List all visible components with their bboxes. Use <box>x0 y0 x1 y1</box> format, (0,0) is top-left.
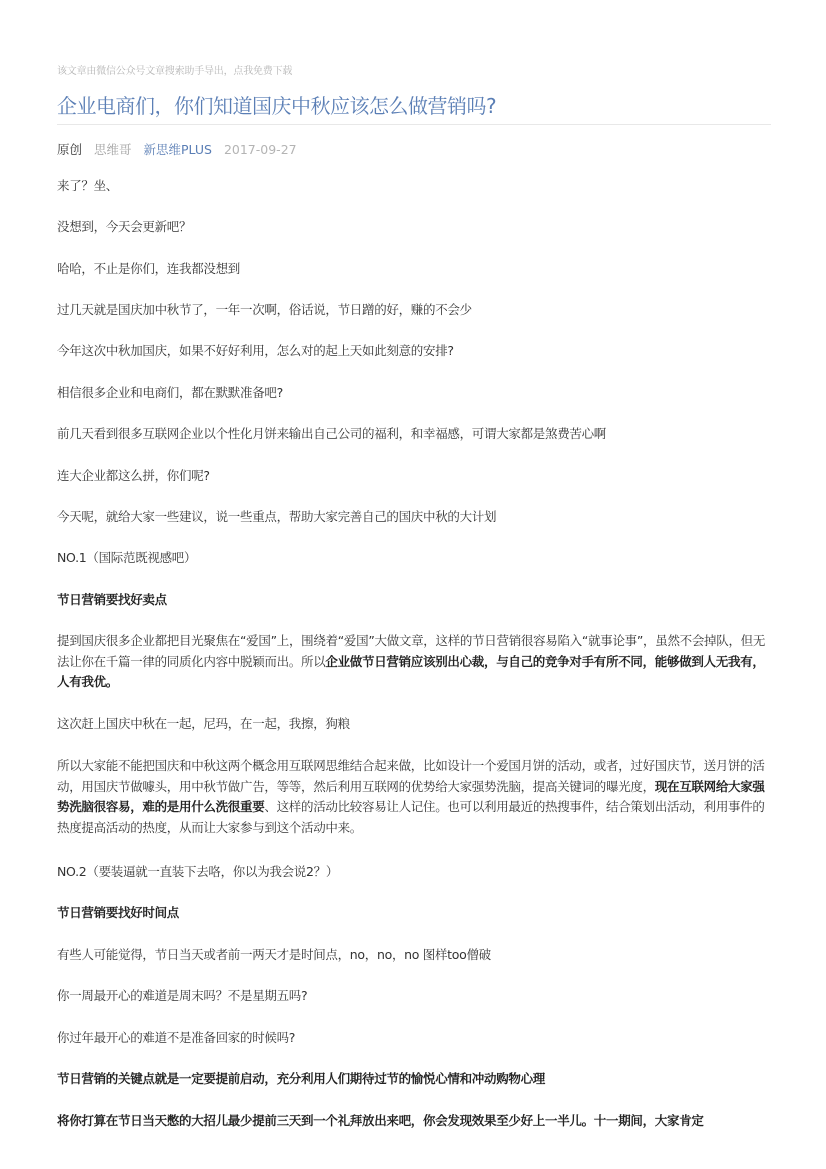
paragraph-emphasis: 现在互联网给大家强势洗脑很容易，难的是用什么洗很重要 <box>57 778 765 814</box>
paragraph: 有些人可能觉得，节日当天或者前一两天才是时间点，no，no，no 图样too僧破 <box>57 947 491 962</box>
paragraph: 哈哈，不止是你们，连我都没想到 <box>57 261 241 276</box>
paragraph: 过几天就是国庆加中秋节了，一年一次啊，俗话说，节日蹭的好，赚的不会少 <box>57 302 472 317</box>
paragraph: 连大企业都这么拼，你们呢? <box>57 468 210 483</box>
section-number: NO.1（国际范既视感吧） <box>57 550 197 565</box>
paragraph: 这次赶上国庆中秋在一起，尼玛，在一起，我擦，狗粮 <box>57 716 350 731</box>
author-name: 思维哥 <box>94 142 132 157</box>
paragraph-emphasis: 将你打算在节日当天憋的大招儿最少提前三天到一个礼拜放出来吧，你会发现效果至少好上一半儿。十一期间，大家肯定 <box>57 1113 704 1128</box>
paragraph <box>57 631 771 693</box>
title-divider <box>57 124 771 125</box>
account-link[interactable]: 新思维PLUS <box>143 142 212 157</box>
article-title: 企业电商们，你们知道国庆中秋应该怎么做营销吗? <box>57 94 497 118</box>
paragraph: 你过年最开心的难道不是准备回家的时候吗? <box>57 1030 296 1045</box>
article-meta <box>57 140 305 158</box>
paragraph: 你一周最开心的难道是周末吗？不是星期五吗? <box>57 988 308 1003</box>
paragraph: 今年这次中秋加国庆，如果不好好利用，怎么对的起上天如此刻意的安排? <box>57 343 454 358</box>
publish-date: 2017-09-27 <box>223 142 297 157</box>
section-heading: 节日营销要找好时间点 <box>57 905 180 920</box>
original-label: 原创 <box>57 142 83 157</box>
paragraph-text: 、这样的活动比较容易让人记住。 <box>264 799 448 814</box>
paragraph: 前几天看到很多互联网企业以个性化月饼来输出自己公司的福利，和幸福感，可谓大家都是煞费苦心啊 <box>57 426 607 441</box>
paragraph: 今天呢，就给大家一些建议，说一些重点，帮助大家完善自己的国庆中秋的大计划 <box>57 509 497 524</box>
export-note-link[interactable]: 该文章由微信公众号文章搜索助手导出，点我免费下载 <box>57 66 293 77</box>
paragraph-emphasis: 节日营销的关键点就是一定要提前启动，充分利用人们期待过节的愉悦心情和冲动购物心理 <box>57 1071 546 1086</box>
paragraph: 相信很多企业和电商们，都在默默准备吧? <box>57 385 283 400</box>
paragraph <box>57 756 771 838</box>
paragraph: 没想到，今天会更新吧？ <box>57 219 192 234</box>
paragraph: 来了？坐、 <box>57 178 119 193</box>
section-number: NO.2（要装逼就一直装下去咯，你以为我会说2？） <box>57 864 339 879</box>
section-heading: 节日营销要找好卖点 <box>57 592 167 607</box>
paragraph-text: 提到国庆很多企业都把目光聚焦在“爱国”上，围绕着“爱国”大做文章，这样的节日营销很容易陷入“就事论事”，虽然不会掉队，但无法让你在千篇一律的同质化内容中脱颖而出。所以 <box>57 633 766 669</box>
paragraph-emphasis: 企业做节日营销应该别出心裁，与自己的竞争对手有所不同，能够做到人无我有，人有我优。 <box>57 653 765 689</box>
paragraph-text: 也可以利用最近的热搜事件，结合策划出活动，利用事件的热度提高活动的热度，从而让大家参与到这个活动中来。 <box>57 799 765 835</box>
paragraph-text: 所以大家能不能把国庆和中秋这两个概念用互联网思维结合起来做，比如设计一个爱国月饼的活动，或者，过好国庆节，送月饼的活动，用国庆节做噱头，用中秋节做广告，等等，然后利用互联网的优势给大家强势洗脑，提高关键词的曝光度， <box>57 758 765 794</box>
